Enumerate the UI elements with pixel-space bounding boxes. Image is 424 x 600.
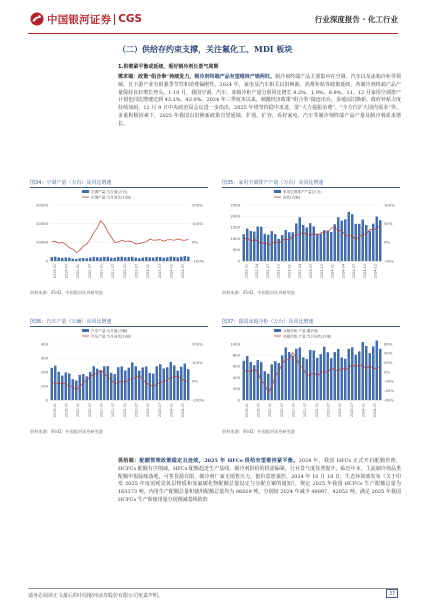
bar — [156, 366, 158, 400]
chart-plot — [222, 189, 402, 289]
y-tick-label-left: 1500 — [230, 224, 240, 230]
chart-plot — [30, 328, 210, 428]
y-tick-label-right: -40% — [384, 387, 394, 393]
bar — [337, 349, 339, 400]
x-tick-label: 2022-10 — [276, 264, 281, 279]
bar — [313, 226, 315, 261]
legend-label: 汽车产量:当月值(万辆) — [91, 329, 128, 333]
chart-home-ac-schedule — [222, 179, 402, 299]
chart-legend — [82, 189, 132, 200]
bar — [285, 230, 287, 261]
x-tick-label: 2024-12 — [373, 264, 378, 279]
subsection-title: 1.供需紧平衡或延续，看好制冷剂长景气周期 — [118, 64, 219, 70]
x-tick-label: 2024-10 — [362, 264, 367, 279]
bar — [135, 258, 137, 261]
bar — [145, 257, 147, 261]
bar — [156, 257, 158, 261]
x-tick-label: 2019-07 — [64, 264, 69, 279]
x-tick-label: 2023-01 — [146, 403, 151, 418]
x-tick-label: 2024-04 — [341, 264, 346, 279]
bar — [348, 349, 350, 400]
bar — [54, 257, 56, 261]
bar — [316, 358, 318, 400]
bar — [250, 362, 252, 400]
x-tick-label: 2023-07 — [157, 264, 162, 279]
bar — [302, 225, 304, 261]
footer-rule — [28, 588, 398, 589]
legend-label: 冰箱冷柜:产量:当月同比(右轴) — [283, 334, 332, 339]
y-tick-label-left: 100 — [40, 383, 48, 389]
x-tick-label: 2024-01 — [361, 403, 366, 418]
bar — [330, 358, 332, 400]
bar — [313, 350, 315, 400]
bar — [177, 371, 179, 400]
x-tick-label: 2023-07 — [309, 264, 313, 279]
chart-ac-production — [30, 179, 210, 299]
chart-source: 资料来源：iFinD，中国银河证券研究院 — [222, 290, 296, 295]
bar — [142, 367, 144, 400]
y-tick-label-right: 0% — [384, 369, 391, 375]
y-tick-label-left: 0 — [45, 258, 48, 264]
y-tick-label-left: 0 — [237, 397, 240, 403]
chart-source: 资料来源：iFinD，中国银河证券研究院 — [30, 290, 104, 295]
chart-title-rule — [30, 326, 208, 327]
x-tick-label: 2019-01 — [52, 264, 57, 279]
bar — [376, 341, 378, 400]
brand-name: 中国银河证券 — [47, 13, 112, 26]
bar — [337, 217, 339, 261]
bar — [306, 359, 308, 400]
bar — [320, 234, 322, 261]
x-tick-label: 2020-01 — [76, 264, 81, 279]
chart-auto-production — [30, 318, 210, 438]
bar — [177, 257, 179, 261]
bar — [170, 257, 172, 261]
legend-swatch-bar — [82, 190, 89, 193]
bar — [257, 360, 259, 400]
y-tick-label-right: 60% — [384, 341, 393, 347]
chart-source: 资料来源：iFinD，中国银河证券研究院 — [30, 429, 104, 434]
bar — [376, 217, 378, 261]
x-tick-label: 2019-01 — [244, 403, 249, 418]
bar — [117, 257, 119, 261]
bar — [299, 217, 301, 261]
chart-title-rule — [222, 187, 400, 188]
bar — [138, 371, 140, 400]
x-tick-label: 2023-01 — [146, 264, 151, 279]
y-tick-label-left: 10000 — [35, 239, 48, 245]
x-tick-label: 2019-07 — [256, 403, 261, 418]
bar — [173, 365, 175, 400]
bar — [285, 347, 287, 400]
x-tick-label: 2020-07 — [279, 403, 284, 418]
bar — [281, 235, 283, 261]
bar — [180, 367, 182, 400]
y-tick-label-left: 300 — [40, 355, 48, 361]
x-tick-label: 2021-07 — [111, 403, 116, 418]
bar — [271, 364, 273, 400]
bar — [72, 259, 74, 261]
report-type: 行业深度报告 · 化工行业 — [314, 15, 398, 24]
x-tick-label: 2022-07 — [326, 403, 331, 418]
supply-body: 2024 年，我国 HFCs 正式开启配额管理，HCFCs 配额有序削减，HFCs 配额趋近生产基线，制冷剂供给的供需偏紧，行业景气度显著提升。临近年末，主流制冷剂品类配额申报陆续落地，可售货源有限，制冷剂厂家无销售压力，挺价意愿强烈。2024 年 10 月 18 日，生态环境部发布《关于印发 2025 年度消耗臭氧层物质和氢氟碳化物配额总量设定与分配方案的通知》，规定 2025 年我国 HCFCs 生产配额总量为 163373 吨，内用生产配额总量和使用配额总量均为 86029 吨，分别较 2024 年减少 49897、42052 吨。满足 2025 年我国 HCFCs 生产和使用量分别削减基线值的 — [118, 458, 401, 503]
x-tick-label: 2023-01 — [287, 264, 292, 279]
bar — [180, 257, 182, 261]
y-tick-label-right: 0% — [192, 378, 199, 384]
demand-text-a: 政策“组合拳”持续发力， — [138, 74, 195, 80]
demand-body: 制冷剂终端产品主要集中在空调、汽车以及冰箱冷柜等领域，且下游产业有很强季节性和消费偏刚性。2024 年，家电及汽车相关以旧换新、消费补贴等政策延续，各制冷剂终端产品产量保持良好增长势头，1-10 月，我国空调、汽车、冰箱冷柜产量分别同比增长 8.2%、1.9%、8.8%。11、12 月家用空调排产计划也同比增速达到 43.1%、43.0%。2024 年三季度末以来，刺激经济政策“组合拳”接连出台，多地以旧换新、政府补贴力度持续加码，12 月 9 日中央政治局会议进一步指出，2025 年将坚持稳中求进，要“大力提振消费”、“全方位扩大国内需求”等。多重积极因素下，2025 年我国以旧换新政策有望延续、扩围、扩容，看好家电、汽车等制冷剂终端产品产量及制冷剂需求增长。 — [118, 74, 401, 127]
bar — [344, 219, 346, 261]
x-tick-label: 2022-01 — [122, 403, 127, 418]
page-header — [0, 0, 424, 40]
y-tick-label-right: 50% — [384, 220, 393, 226]
bar — [274, 234, 276, 261]
x-tick-label: 2020-01 — [268, 403, 273, 418]
legend-label: 家用空调排产产量(万台) — [283, 190, 322, 194]
legend-label: 汽车产量:当月同比(右轴) — [91, 334, 131, 339]
y-tick-label-right: 200% — [192, 341, 203, 347]
bar — [341, 221, 343, 261]
bar — [295, 223, 297, 261]
y-tick-label-left: 600 — [232, 363, 240, 369]
chart-plot — [222, 328, 402, 428]
bar — [51, 368, 53, 400]
bar — [100, 371, 102, 400]
bar — [341, 357, 343, 400]
bar — [128, 257, 130, 261]
bar — [163, 369, 165, 400]
demand-paragraph — [118, 74, 401, 129]
bar — [278, 239, 280, 261]
y-tick-label-left: 0 — [45, 397, 48, 403]
bar — [135, 366, 137, 400]
bar — [159, 257, 161, 261]
bar — [278, 363, 280, 400]
supply-paragraph — [118, 458, 401, 505]
bar — [58, 257, 60, 261]
bar — [128, 368, 130, 400]
x-tick-label: 2024-01 — [169, 403, 174, 418]
bar — [103, 366, 105, 400]
bar — [96, 257, 98, 261]
bar — [89, 258, 91, 261]
y-tick-label-right: 100% — [192, 220, 203, 226]
chart-legend — [274, 189, 322, 200]
y-tick-label-right: -100% — [192, 397, 205, 403]
x-tick-label: 2022-01 — [244, 264, 249, 279]
bar — [302, 357, 304, 400]
bar — [355, 355, 357, 400]
y-tick-label-left: 800 — [232, 352, 240, 358]
x-tick-label: 2019-07 — [64, 403, 69, 418]
y-tick-label-right: 200% — [192, 202, 203, 208]
bar — [320, 354, 322, 400]
bar — [110, 373, 112, 400]
chart-plot — [30, 189, 210, 289]
x-tick-label: 2020-07 — [87, 264, 92, 279]
bar — [124, 370, 126, 400]
x-tick-label: 2024-01 — [330, 264, 335, 279]
y-tick-label-right: 100% — [384, 202, 395, 208]
bar — [323, 347, 325, 400]
section-title: （二）供给存约束支撑，关注氟化工、MDI 板块 — [118, 44, 293, 54]
y-tick-label-right: 20% — [384, 359, 393, 365]
bar — [173, 257, 175, 261]
y-tick-label-left: 400 — [232, 374, 240, 380]
y-tick-label-left: 30000 — [35, 202, 48, 208]
bar — [114, 374, 116, 400]
y-tick-label-right: -60% — [384, 397, 394, 403]
y-tick-label-left: 0 — [237, 258, 240, 264]
y-tick-label-right: -50% — [384, 258, 394, 264]
bar — [330, 232, 332, 261]
chart-title: 图37：我国冰箱冷柜（万台）及同比增速 — [222, 319, 314, 325]
bar — [51, 257, 53, 261]
bar — [250, 231, 252, 261]
legend-label: 冰箱冷柜:产量:累计值 — [283, 329, 318, 333]
bar — [170, 362, 172, 400]
footer-disclaimer: 请务必阅读正文最后的中国银河证券股份有限公司免责声明。 — [28, 593, 164, 599]
x-tick-label: 2023-04 — [298, 264, 303, 279]
supply-lead: 供给端： — [118, 458, 140, 464]
demand-lead: 需求端： — [118, 74, 139, 80]
bar — [82, 258, 84, 261]
bar — [267, 235, 269, 261]
header-rule — [28, 33, 398, 34]
bar — [107, 366, 109, 400]
chart-title: 图36：汽车产量（万辆）及同比增速 — [30, 319, 112, 325]
bar — [253, 232, 255, 261]
galaxy-logo-icon — [30, 12, 44, 26]
bar — [103, 257, 105, 261]
bar — [86, 258, 88, 261]
chart-legend — [274, 328, 332, 339]
y-tick-label-left: 200 — [232, 386, 240, 392]
bar — [274, 361, 276, 400]
bar — [152, 257, 154, 261]
x-tick-label: 2023-01 — [338, 403, 343, 418]
bar — [372, 346, 374, 400]
bar — [72, 379, 74, 400]
bar — [246, 356, 248, 400]
bar — [257, 227, 259, 261]
bar — [358, 351, 360, 400]
bar — [369, 231, 371, 261]
bar — [358, 224, 360, 261]
bar — [327, 231, 329, 261]
bar — [93, 257, 95, 261]
bar — [93, 366, 95, 400]
x-tick-label: 2020-07 — [87, 403, 92, 418]
brand-abbr: CGS — [118, 13, 143, 25]
chart-title-rule — [30, 187, 208, 188]
bar — [288, 232, 290, 261]
bar — [306, 228, 308, 261]
bar — [309, 223, 311, 261]
x-tick-label: 2021-01 — [99, 264, 104, 279]
bar — [327, 352, 329, 400]
chart-title: 图35：家用空调排产产量（万台）及同比增速 — [222, 180, 324, 186]
bar — [365, 225, 367, 261]
bar — [323, 230, 325, 261]
x-tick-label: 2021-01 — [291, 403, 296, 418]
x-tick-label: 2024-01 — [169, 264, 174, 279]
bar — [246, 229, 248, 261]
y-tick-label-left: 1000 — [230, 341, 240, 347]
y-tick-label-right: -100% — [192, 258, 205, 264]
bar — [184, 256, 186, 261]
bar — [187, 369, 189, 400]
supply-emphasis: 配额管理政策稳定且连续，2025 年 HFCs 供给有望维持紧平衡。 — [139, 458, 299, 464]
bar — [166, 257, 168, 261]
legend-label: 空调产量:当月值(万台) — [91, 190, 128, 194]
bar — [253, 365, 255, 400]
x-tick-label: 2022-07 — [265, 264, 270, 279]
x-tick-label: 2024-07 — [181, 264, 186, 279]
x-tick-label: 2024-07 — [373, 403, 378, 418]
bar — [152, 374, 154, 400]
x-tick-label: 2023-10 — [319, 264, 324, 279]
bar — [114, 258, 116, 261]
bar — [267, 374, 269, 400]
x-tick-label: 2019-01 — [52, 403, 57, 418]
bar — [344, 359, 346, 400]
x-tick-label: 2024-07 — [181, 403, 186, 418]
x-tick-label: 2022-01 — [314, 403, 319, 418]
bar — [149, 257, 151, 261]
brand-logo — [30, 11, 142, 27]
bar — [110, 258, 112, 261]
bar — [362, 342, 364, 400]
bar — [334, 352, 336, 400]
bar — [100, 257, 102, 261]
bar — [117, 367, 119, 400]
bar — [124, 257, 126, 261]
bar — [264, 234, 266, 261]
x-tick-label: 2023-07 — [157, 403, 162, 418]
bar — [271, 231, 273, 261]
bar — [65, 257, 67, 261]
bar — [61, 376, 63, 400]
bar — [138, 258, 140, 261]
legend-swatch-bar — [274, 190, 281, 193]
chart-fridge-production — [222, 318, 402, 438]
bar — [379, 349, 381, 400]
x-tick-label: 2022-07 — [134, 264, 139, 279]
brand-divider — [114, 14, 115, 25]
bar — [75, 259, 77, 261]
bar — [334, 224, 336, 261]
bar — [243, 361, 245, 400]
x-tick-label: 2020-01 — [76, 403, 81, 418]
y-tick-label-right: 0% — [384, 239, 391, 245]
legend-swatch-bar — [82, 329, 89, 332]
x-tick-label: 2023-07 — [349, 403, 354, 418]
bar — [355, 224, 357, 261]
bar — [187, 257, 189, 261]
x-tick-label: 2022-07 — [134, 403, 139, 418]
bar — [131, 362, 133, 400]
legend-label: 空调产量:当月同比(右轴) — [91, 195, 131, 200]
bar — [58, 372, 60, 400]
bar — [362, 220, 364, 261]
bar — [166, 367, 168, 400]
bar — [316, 234, 318, 261]
bar — [365, 346, 367, 400]
y-tick-label-left: 200 — [40, 369, 48, 375]
bar — [61, 258, 63, 261]
bar — [107, 257, 109, 261]
bar — [351, 347, 353, 400]
bar — [65, 373, 67, 400]
y-tick-label-left: 500 — [232, 247, 240, 253]
bar — [121, 257, 123, 261]
chart-source: 资料来源：iFinD，中国银河证券研究院 — [222, 429, 296, 434]
y-tick-label-left: 1000 — [230, 235, 240, 241]
y-tick-label-right: 0% — [192, 239, 199, 245]
bar — [121, 366, 123, 400]
y-tick-label-left: 2500 — [230, 202, 240, 208]
x-tick-label: 2022-01 — [122, 264, 127, 279]
legend-swatch-bar — [274, 329, 281, 332]
legend-label: 同比(右轴) — [283, 195, 301, 200]
bar — [292, 356, 294, 400]
y-tick-label-left: 2000 — [230, 213, 240, 219]
bar — [68, 258, 70, 261]
bar — [142, 257, 144, 261]
chart-title: 图34：空调产量（万台）及同比增速 — [30, 180, 112, 186]
x-tick-label: 2021-07 — [303, 403, 308, 418]
bar — [149, 373, 151, 400]
bar — [82, 374, 84, 400]
chart-legend — [82, 328, 132, 339]
bar — [299, 347, 301, 400]
bar — [131, 257, 133, 261]
x-tick-label: 2021-01 — [99, 403, 104, 418]
bar — [184, 364, 186, 400]
bar — [163, 258, 165, 261]
bar — [79, 258, 81, 261]
y-tick-label-right: -20% — [384, 378, 394, 384]
y-tick-label-left: 20000 — [35, 220, 48, 226]
y-tick-label-left: 400 — [40, 341, 48, 347]
bar — [348, 212, 350, 261]
series-line — [52, 221, 189, 253]
bar — [369, 353, 371, 400]
y-tick-label-right: 100% — [192, 359, 203, 365]
page-number: 37 — [386, 589, 398, 598]
demand-emphasis: 制冷剂终端产品有望维持产销两旺。 — [194, 74, 276, 80]
chart-title-rule — [222, 326, 400, 327]
x-tick-label: 2024-07 — [352, 264, 357, 279]
bar — [351, 214, 353, 261]
y-tick-label-right: 40% — [384, 350, 393, 356]
x-tick-label: 2021-07 — [111, 264, 116, 279]
x-tick-label: 2022-04 — [255, 264, 260, 279]
